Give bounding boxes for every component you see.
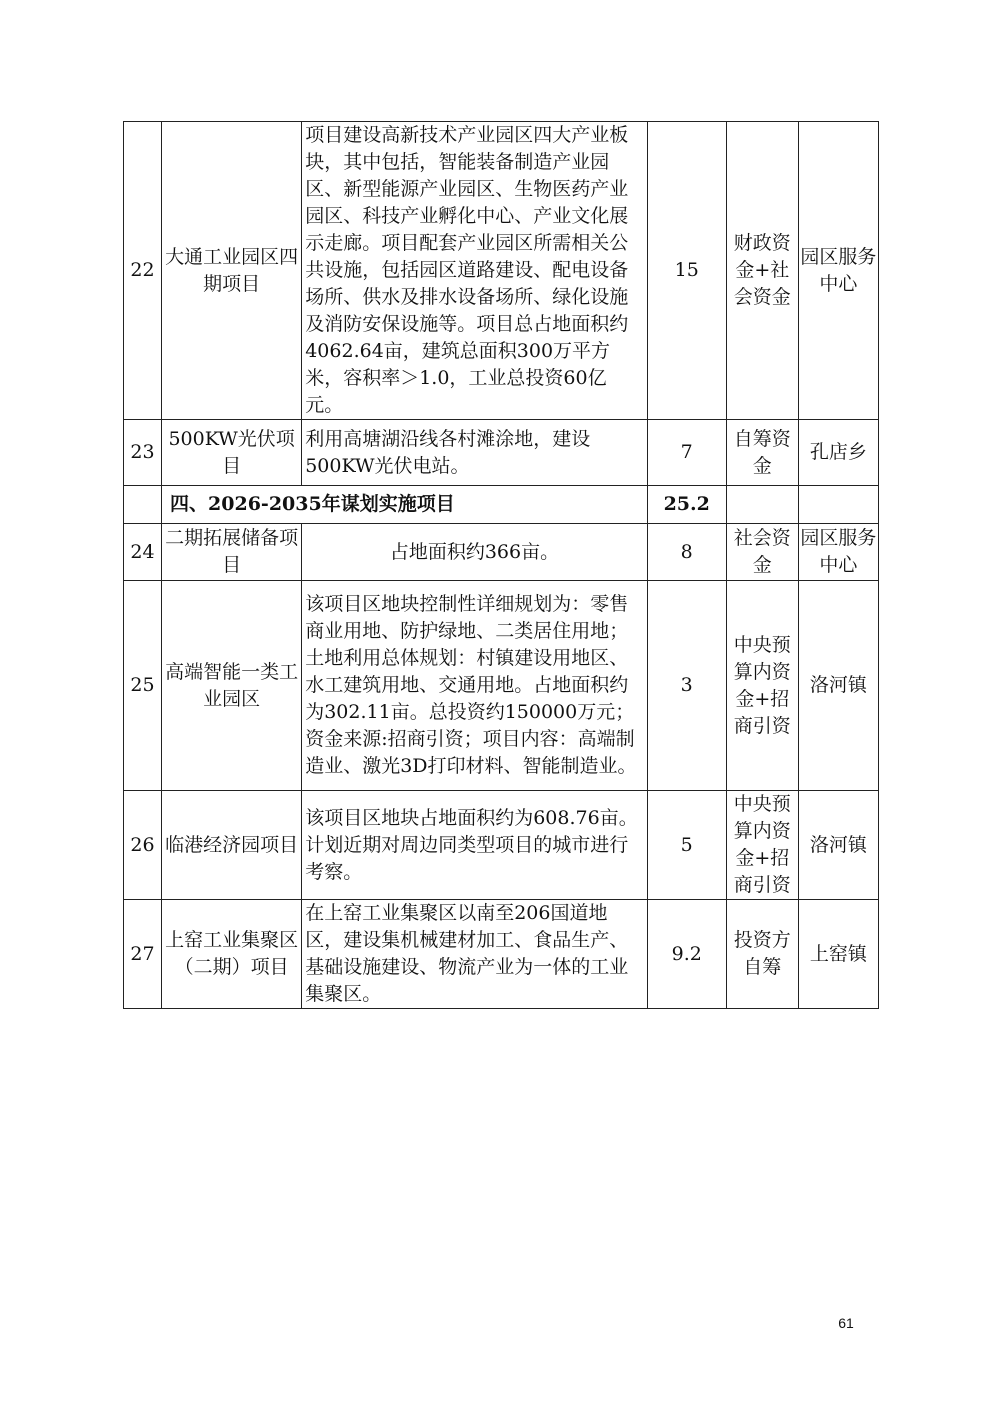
responsible-unit: 洛河镇 <box>798 581 878 791</box>
project-name: 大通工业园区四期项目 <box>162 122 302 420</box>
section-empty-cell <box>124 486 162 524</box>
investment-amount: 15 <box>647 122 726 420</box>
project-name: 临港经济园项目 <box>162 791 302 900</box>
table-row <box>124 524 879 581</box>
fund-source: 财政资金+社会资金 <box>726 122 798 420</box>
section-amount: 25.2 <box>647 486 726 524</box>
responsible-unit: 园区服务中心 <box>798 524 878 581</box>
table-row <box>124 420 879 486</box>
investment-amount: 5 <box>647 791 726 900</box>
responsible-unit: 园区服务中心 <box>798 122 878 420</box>
responsible-unit: 孔店乡 <box>798 420 878 486</box>
fund-source: 自筹资金 <box>726 420 798 486</box>
project-name: 高端智能一类工业园区 <box>162 581 302 791</box>
table-row <box>124 900 879 1009</box>
project-description: 占地面积约366亩。 <box>302 524 647 581</box>
investment-amount: 3 <box>647 581 726 791</box>
project-description: 该项目区地块占地面积约为608.76亩。计划近期对周边同类型项目的城市进行考察。 <box>302 791 647 900</box>
project-name: 上窑工业集聚区（二期）项目 <box>162 900 302 1009</box>
investment-amount: 9.2 <box>647 900 726 1009</box>
project-description: 该项目区地块控制性详细规划为：零售商业用地、防护绿地、二类居住用地；土地利用总体规划：村镇建设用地区、水工建筑用地、交通用地。占地面积约为302.11亩。总投资约150000万元；资金来源:招商引资；项目内容：高端制造业、激光3D打印材料、智能制造业。 <box>302 581 647 791</box>
fund-source: 中央预算内资金+招商引资 <box>726 791 798 900</box>
row-number: 24 <box>124 524 162 581</box>
project-table <box>123 121 879 1009</box>
table-row <box>124 122 879 420</box>
row-number: 23 <box>124 420 162 486</box>
row-number: 22 <box>124 122 162 420</box>
project-description: 利用高塘湖沿线各村滩涂地，建设500KW光伏电站。 <box>302 420 647 486</box>
table-row <box>124 791 879 900</box>
table-row <box>124 581 879 791</box>
section-title: 四、2026-2035年谋划实施项目 <box>162 486 648 524</box>
fund-source: 中央预算内资金+招商引资 <box>726 581 798 791</box>
row-number: 26 <box>124 791 162 900</box>
project-name: 500KW光伏项目 <box>162 420 302 486</box>
section-empty-cell <box>726 486 798 524</box>
section-empty-cell <box>798 486 878 524</box>
fund-source: 社会资金 <box>726 524 798 581</box>
project-description: 项目建设高新技术产业园区四大产业板块，其中包括，智能装备制造产业园区、新型能源产业园区、生物医药产业园区、科技产业孵化中心、产业文化展示走廊。项目配套产业园区所需相关公共设施，包括园区道路建设、配电设备场所、供水及排水设备场所、绿化设施及消防安保设施等。项目总占地面积约4062.64亩，建筑总面积300万平方米，容积率＞1.0，工业总投资60亿元。 <box>302 122 647 420</box>
page-number: 61 <box>838 1315 854 1331</box>
row-number: 25 <box>124 581 162 791</box>
responsible-unit: 上窑镇 <box>798 900 878 1009</box>
investment-amount: 8 <box>647 524 726 581</box>
fund-source: 投资方自筹 <box>726 900 798 1009</box>
project-name: 二期拓展储备项目 <box>162 524 302 581</box>
section-row <box>124 486 879 524</box>
row-number: 27 <box>124 900 162 1009</box>
investment-amount: 7 <box>647 420 726 486</box>
project-description: 在上窑工业集聚区以南至206国道地区，建设集机械建材加工、食品生产、基础设施建设、物流产业为一体的工业集聚区。 <box>302 900 647 1009</box>
responsible-unit: 洛河镇 <box>798 791 878 900</box>
